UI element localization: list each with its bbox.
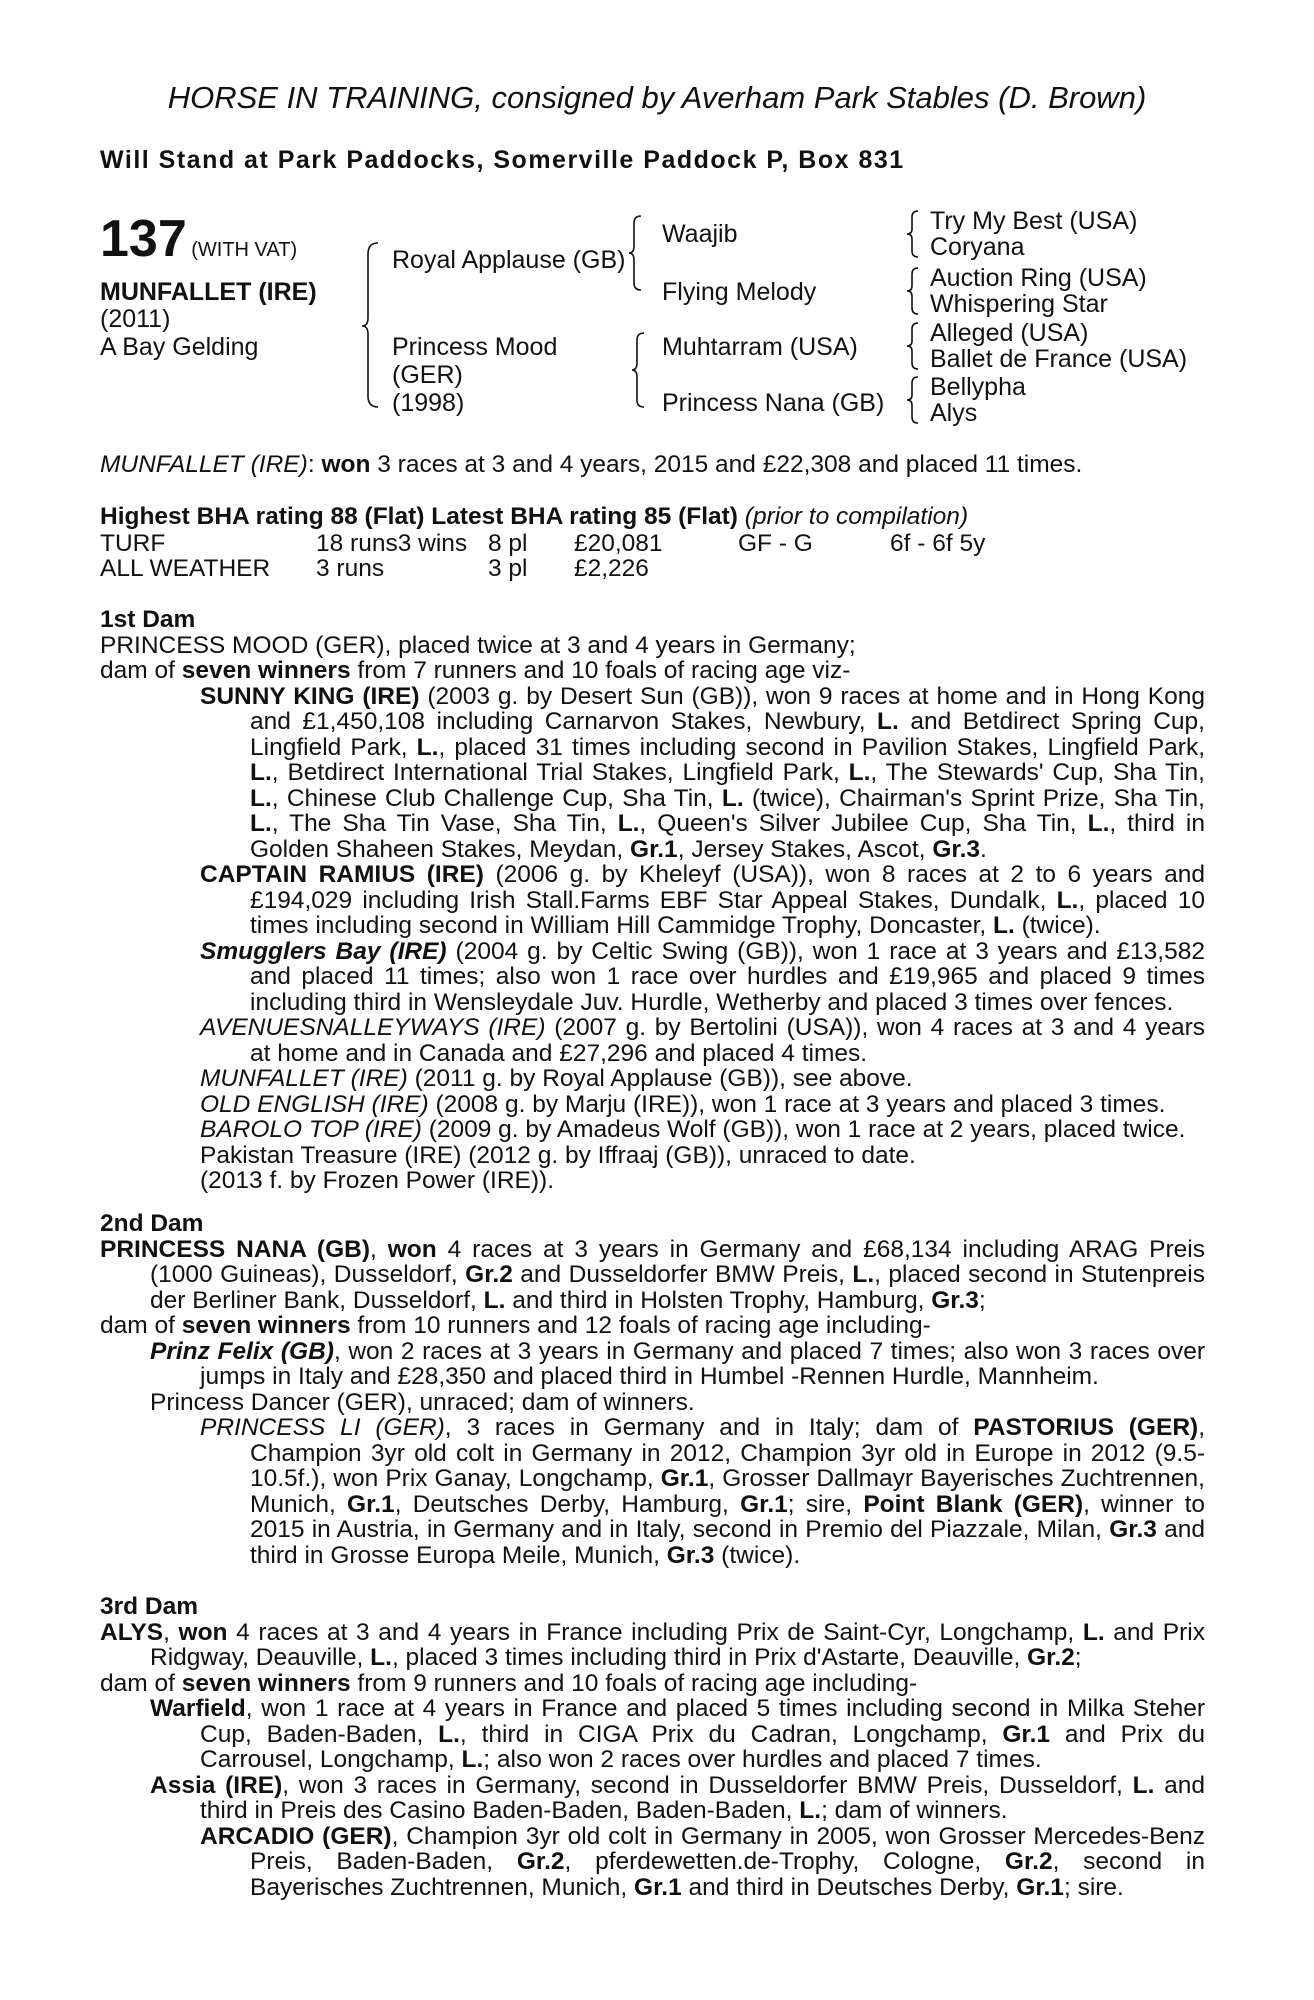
aw-prize: £2,226	[574, 555, 649, 582]
pedigree-dsd: Ballet de France (USA)	[930, 345, 1188, 373]
pedigree-dam-line2: (GER)	[392, 361, 463, 389]
aw-runs: 3 runs	[316, 555, 385, 582]
produce-sunny-king: SUNNY KING (IRE) (2003 g. by Desert Sun (GB)), won 9 races at home and in Hong Kong and £1,450,108 including Carnarvon Stakes, Newbury, L. and Betdirect Spring Cup, Lingfield Park, L., placed 31 times including second in Pavilion Stakes, Lingfield Park, L., Betdirect International Trial Stakes, Lingfield Park, L., The Stewards' Cup, Sha Tin, L., Chinese Club Challenge Cup, Sha Tin, L. (twice), Chairman's Sprint Prize, Sha Tin, L., The Sha Tin Vase, Sha Tin, L., Queen's Silver Jubilee Cup, Sha Tin, L., third in Golden Shaheen Stakes, Meydan, Gr.1, Jersey Stakes, Ascot, Gr.3.	[200, 682, 1205, 863]
stand-location: Will Stand at Park Paddocks, Somerville Paddock P, Box 831	[100, 146, 905, 174]
third-dam-record: ALYS, won 4 races at 3 and 4 years in France including Prix de Saint-Cyr, Longchamp, L. and Prix Ridgway, Deauville, L., placed 3 times including third in Prix d'Astarte, Deauville, Gr.2;	[100, 1618, 1205, 1671]
produce-old-english: OLD ENGLISH (IRE) (2008 g. by Marju (IRE)), won 1 race at 3 years and placed 3 times.	[200, 1090, 1166, 1118]
pedigree-ssd: Coryana	[930, 233, 1025, 261]
pedigree-sdd: Whispering Star	[930, 290, 1108, 318]
pedigree-dds: Bellypha	[930, 373, 1026, 401]
second-dam-section	[100, 1211, 1205, 1568]
lot-block	[100, 210, 298, 268]
third-dam-section	[100, 1594, 1205, 1900]
produce-arcadio: ARCADIO (GER), Champion 3yr old colt in Germany in 2005, won Grosser Mercedes-Benz Preis, Baden-Baden, Gr.2, pferdewetten.de-Trophy, Cologne, Gr.2, second in Bayerisches Zuchtrennen, Munich, Gr.1 and third in Deutsches Derby, Gr.1; sire.	[200, 1822, 1206, 1901]
horse-year: (2011)	[100, 305, 171, 333]
pedigree-bracket-main	[360, 240, 382, 410]
third-dam-produce-line: dam of seven winners from 9 runners and 10 foals of racing age including-	[100, 1669, 918, 1697]
turf-record	[100, 531, 1200, 557]
pedigree-sds: Auction Ring (USA)	[930, 264, 1147, 292]
pedigree-dam-sire: Muhtarram (USA)	[662, 333, 858, 361]
pedigree-dam-line3: (1998)	[392, 389, 465, 417]
first-dam-line1: PRINCESS MOOD (GER), placed twice at 3 and 4 years in Germany;	[100, 631, 856, 659]
third-dam-heading: 3rd Dam	[100, 1593, 199, 1620]
produce-munfallet: MUNFALLET (IRE) (2011 g. by Royal Applause (GB)), see above.	[200, 1065, 913, 1092]
vat-note: (WITH VAT)	[191, 239, 298, 261]
turf-going: GF - G	[738, 530, 813, 557]
pedigree-bracket-ss	[905, 208, 921, 260]
second-dam-produce-line: dam of seven winners from 10 runners and 12 foals of racing age including-	[100, 1312, 931, 1339]
produce-assia: Assia (IRE), won 3 races in Germany, second in Dusseldorfer BMW Preis, Dusseldorf, L. and third in Preis des Casino Baden-Baden, Baden-Baden, L.; dam of winners.	[150, 1771, 1206, 1824]
second-dam-record: PRINCESS NANA (GB), won 4 races at 3 years in Germany and £68,134 including ARAG Preis (1000 Guineas), Dusseldorf, Gr.2 and Dusseldorfer BMW Preis, L., placed second in Stutenpreis der Berliner Bank, Dusseldorf, L. and third in Holsten Trophy, Hamburg, Gr.3;	[100, 1235, 1205, 1314]
produce-prinz-felix: Prinz Felix (GB), won 2 races at 3 years in Germany and placed 7 times; also won 3 races over jumps in Italy and £28,350 and placed third in Humbel -Rennen Hurdle, Mannheim.	[150, 1337, 1205, 1390]
pedigree-ddd: Alys	[930, 399, 978, 427]
aw-record	[100, 556, 1200, 582]
summary-horse: MUNFALLET (IRE)	[100, 451, 308, 478]
summary-text: 3 races at 3 and 4 years, 2015 and £22,308 and placed 11 times.	[370, 451, 1083, 478]
pedigree-bracket-sd	[905, 265, 921, 317]
produce-2013-filly: (2013 f. by Frozen Power (IRE)).	[200, 1167, 555, 1194]
produce-avenuesnalleyways: AVENUESNALLEYWAYS (IRE) (2007 g. by Bertolini (USA)), won 4 races at 3 and 4 years at home and in Canada and £27,296 and placed 4 times.	[200, 1014, 1205, 1067]
produce-smugglers-bay: Smugglers Bay (IRE) (2004 g. by Celtic Swing (GB)), won 1 race at 3 years and £13,582 and placed 11 times; also won 1 race over hurdles and £19,965 and placed 9 times including third in Wensleydale Juv. Hurdle, Wetherby and placed 3 times over fences.	[200, 937, 1205, 1016]
produce-warfield: Warfield, won 1 race at 4 years in France and placed 5 times including second in Milka Steher Cup, Baden-Baden, L., third in CIGA Prix du Cadran, Longchamp, Gr.1 and Prix du Carrousel, Longchamp, L.; also won 2 races over hurdles and placed 7 times.	[150, 1695, 1205, 1773]
turf-placed: 8 pl	[488, 530, 528, 557]
produce-pakistan-treasure: Pakistan Treasure (IRE) (2012 g. by Iffraaj (GB)), unraced to date.	[200, 1141, 916, 1169]
rating-note: (prior to compilation)	[744, 503, 969, 530]
horse-description: A Bay Gelding	[100, 333, 259, 361]
first-dam-heading: 1st Dam	[100, 606, 196, 633]
pedigree-dam-dam: Princess Nana (GB)	[662, 389, 885, 417]
produce-princess-dancer: Princess Dancer (GER), unraced; dam of winners.	[150, 1388, 695, 1416]
turf-runs: 18 runs3 wins	[316, 530, 468, 557]
aw-label: ALL WEATHER	[100, 555, 271, 582]
aw-placed: 3 pl	[488, 555, 528, 582]
lot-number: 137	[100, 210, 187, 268]
pedigree-sire: Royal Applause (GB)	[392, 246, 626, 274]
race-summary: MUNFALLET (IRE): won 3 races at 3 and 4 years, 2015 and £22,308 and placed 11 times.	[100, 451, 1083, 478]
pedigree-bracket-dam	[630, 330, 648, 410]
summary-won: won	[321, 451, 371, 478]
rating-bold: Highest BHA rating 88 (Flat) Latest BHA rating 85 (Flat)	[100, 503, 738, 530]
bha-rating	[100, 504, 968, 530]
pedigree-bracket-ds	[905, 320, 921, 372]
pedigree-bracket-dd	[905, 374, 921, 426]
turf-prize: £20,081	[574, 530, 663, 557]
turf-label: TURF	[100, 530, 166, 557]
produce-barolo-top: BAROLO TOP (IRE) (2009 g. by Amadeus Wolf (GB)), won 1 race at 2 years, placed twice.	[200, 1116, 1186, 1143]
pedigree-bracket-sire	[627, 213, 645, 293]
pedigree-sire-dam: Flying Melody	[662, 278, 817, 306]
second-dam-heading: 2nd Dam	[100, 1210, 204, 1237]
produce-captain-ramius: CAPTAIN RAMIUS (IRE) (2006 g. by Kheleyf (USA)), won 8 races at 2 to 6 years and £194,029 including Irish Stall.Farms EBF Star Appeal Stakes, Dundalk, L., placed 10 times including second in William Hill Cammidge Trophy, Doncaster, L. (twice).	[200, 861, 1205, 939]
turf-distance: 6f - 6f 5y	[890, 530, 986, 557]
produce-princess-li: PRINCESS LI (GER), 3 races in Germany and in Italy; dam of PASTORIUS (GER), Champion 3yr old colt in Germany in 2012, Champion 3yr old in Europe in 2012 (9.5-10.5f.), won Prix Ganay, Longchamp, Gr.1, Grosser Dallmayr Bayerisches Zuchtrennen, Munich, Gr.1, Deutsches Derby, Hamburg, Gr.1; sire, Point Blank (GER), winner to 2015 in Austria, in Germany and in Italy, second in Premio del Piazzale, Milan, Gr.3 and third in Grosse Europa Meile, Munich, Gr.3 (twice).	[200, 1414, 1206, 1569]
pedigree-sss: Try My Best (USA)	[930, 207, 1138, 235]
pedigree-dam-line1: Princess Mood	[392, 333, 558, 361]
pedigree-sire-sire: Waajib	[662, 220, 738, 248]
page-title: HORSE IN TRAINING, consigned by Averham Park Stables (D. Brown)	[167, 80, 1147, 115]
pedigree-dss: Alleged (USA)	[930, 319, 1089, 347]
first-dam-line2: dam of seven winners from 7 runners and 10 foals of racing age viz-	[100, 657, 851, 684]
horse-name: MUNFALLET (IRE)	[100, 278, 317, 306]
first-dam-section	[100, 607, 1205, 1194]
